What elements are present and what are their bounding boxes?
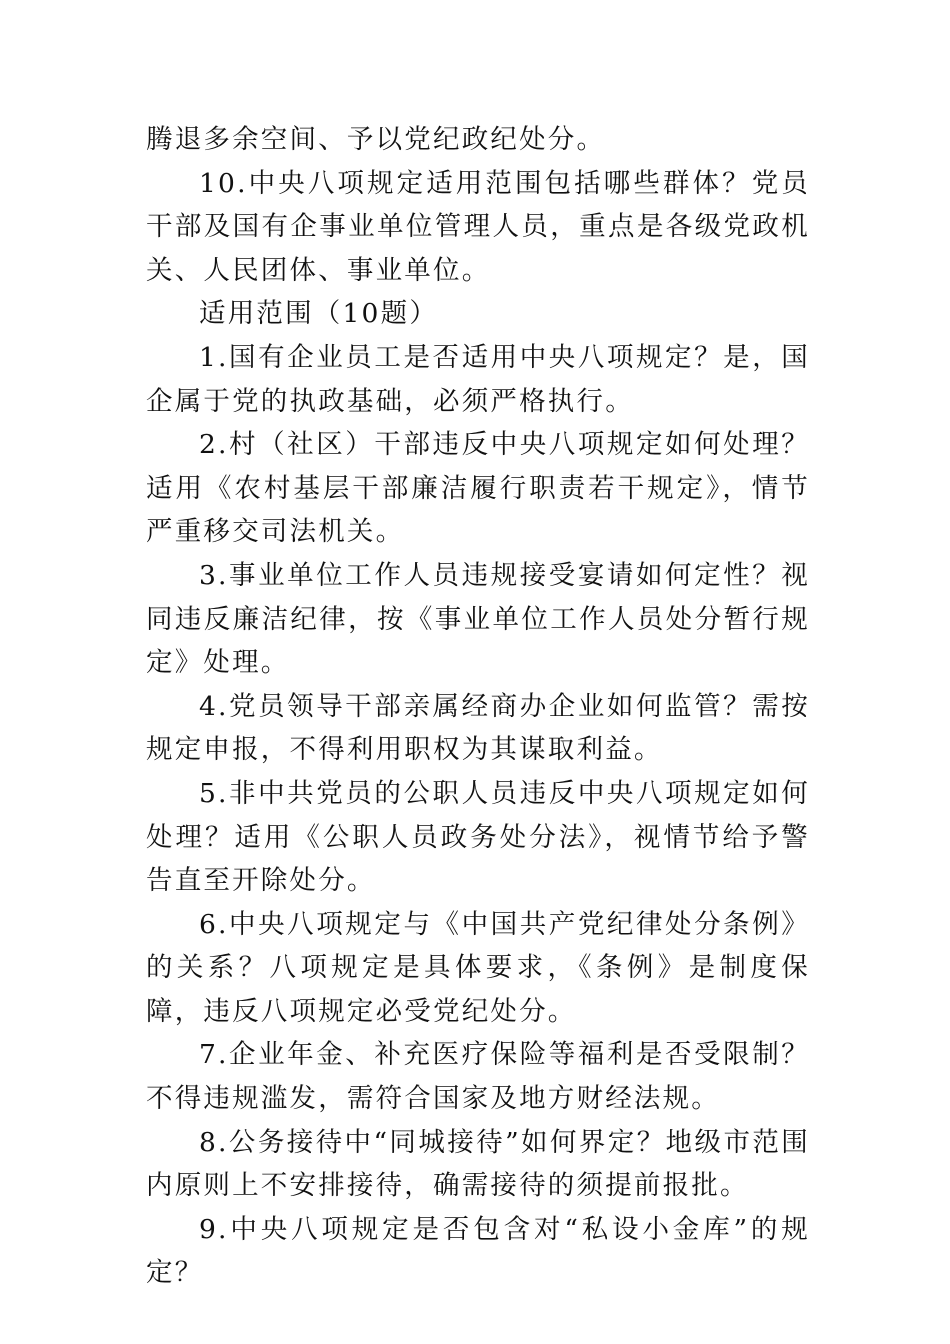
paragraph-q8: 8.公务接待中“同城接待”如何界定？地级市范围内原则上不安排接待，确需接待的须提前报批。 bbox=[146, 1126, 810, 1202]
paragraph-q2: 2.村（社区）干部违反中央八项规定如何处理？适用《农村基层干部廉洁履行职责若干规定》，情节严重移交司法机关。 bbox=[146, 429, 810, 548]
paragraph-q5: 5.非中共党员的公职人员违反中央八项规定如何处理？适用《公职人员政务处分法》，视情节给予警告直至开除处分。 bbox=[146, 777, 810, 897]
section-heading: 适用范围（10题） bbox=[199, 298, 439, 330]
paragraph-continuation: 腾退多余空间、予以党纪政纪处分。 bbox=[146, 124, 606, 155]
paragraph-q7: 7.企业年金、补充医疗保险等福利是否受限制？不得违规滥发，需符合国家及地方财经法规。 bbox=[146, 1039, 810, 1115]
paragraph-q6: 6.中央八项规定与《中国共产党纪律处分条例》的关系？八项规定是具体要求，《条例》是制度保障，违反八项规定必受党纪处分。 bbox=[146, 908, 810, 1027]
paragraph-q9: 9.中央八项规定是否包含对“私设小金库”的规定？ bbox=[146, 1213, 810, 1289]
paragraph-q10: 10.中央八项规定适用范围包括哪些群体？党员干部及国有企事业单位管理人员，重点是各级党政机关、人民团体、事业单位。 bbox=[146, 167, 810, 286]
document-body bbox=[146, 118, 810, 1295]
paragraph-q3: 3.事业单位工作人员违规接受宴请如何定性？视同违反廉洁纪律，按《事业单位工作人员处分暂行规定》处理。 bbox=[146, 559, 810, 679]
paragraph-q4: 4.党员领导干部亲属经商办企业如何监管？需按规定申报，不得利用职权为其谋取利益。 bbox=[146, 690, 810, 766]
paragraph-q1: 1.国有企业员工是否适用中央八项规定？是，国企属于党的执政基础，必须严格执行。 bbox=[146, 341, 810, 417]
